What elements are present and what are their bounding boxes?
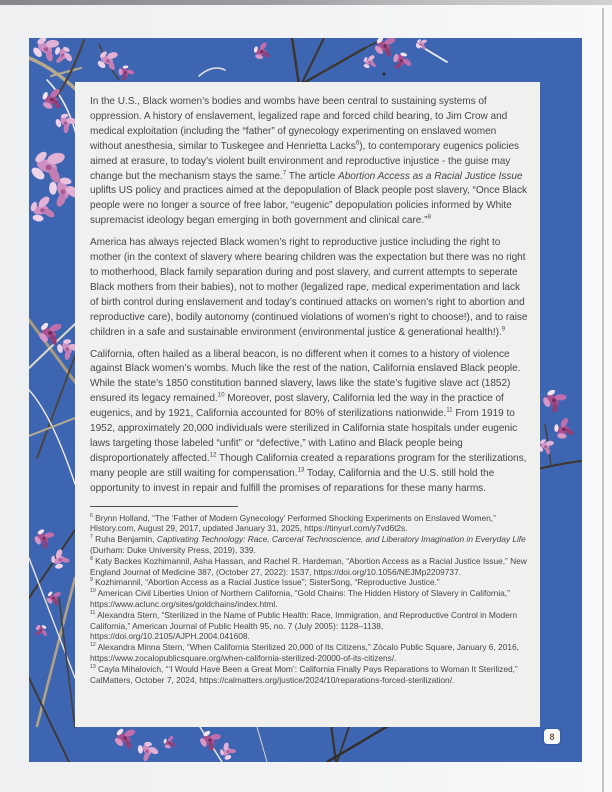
paragraph-us-history: In the U.S., Black women’s bodies and wombs have been central to sustaining systems of oppression. A history of enslavement, legalized rape and forced child bearing, to Jim Crow and medical exploitation (including the “father” of gynecology experimenting on enslaved women without anesthesia, similar to Tuskegee and Henrietta Lacks$^6$), to contemporary eugenics policies aimed at erasure, to today’s violent built environment and reproductive injustice - the guise may change but the mechanism stays the same.$^7$ The article Abortion Access as a Racial Justice Issue uplifts US policy and practices aimed at the depopulation of Black people post slavery, “Once Black people were no longer a source of free labor, “eugenic” depopulation policies informed by White supremacist ideology began emerging in both government and clinical care.”$^8$ (90, 96, 527, 227)
branches-left-lower (29, 530, 75, 762)
paragraph-reproductive-justice: America has always rejected Black women’s right to reproductive justice including the right to mother (in the context of slavery where bearing children was the expectation but there was no right to motherhood, Black family separation during and post slavery, and current attempts to seperate Black mothers from their babies), not to mother (legalized rape, medical experimentation and lack of birth control during enslavement and today’s continued attacks on women’s right to abortion and reproductive care), bodily autonomy (continued violations of women’s right to choose!), and to raise children in a safe and sustainable environment (environmental justice & generational health!).$^9$ (90, 237, 528, 338)
paragraph-california-eugenics: California, often hailed as a liberal beacon, is no different when it comes to a history of violence against Black women’s wombs. Much like the rest of the nation, California enslaved Black people. While the state’s 1850 constitution banned slavery, laws like the state’s fugitive slave act (1852) ensured its legacy remained.$^{10}$ Moreover, post slavery, California led the way in the practice of eugenics, and by 1921, California accounted for 80% of sterilizations nationwide.$^{11}$ From 1919 to 1952, approximately 20,000 individuals were sterilized in California state hospitals under eugenic laws targeting those labeled “unfit” or “defective,” with Latino and Black people being disproportionately affected.$^{12}$ Though California created a reparations program for the sterilizations, many people are still waiting for compensation.$^{13}$ Today, California and the U.S. still hold the opportunity to invest in repair and fulfill the promises of reparations for these many harms. (90, 348, 527, 494)
footnote-9: $^9$ Kozhimannil, “Abortion Access as a Racial Justice Issue”; SisterSong, “Reproductive Justice.” (90, 577, 440, 588)
footnote-12: $^{12}$ Alexandra Minna Stern, “When California Sterilized 20,000 of Its Citizens,” Zócalo Public Square, January 6, 2016, https://www.zocalopublicsquare.org/when-california-sterilized-20000-of-its-citizens/. (90, 642, 519, 663)
footnote-6: $^6$ Brynn Holland, “The ‘Father of Modern Gynecology’ Performed Shocking Experiments on Enslaved Women,” History.com, August 29, 2017, updated January 31, 2025, https://tinyurl.com/y7vd6t2s. (90, 512, 496, 534)
footnotes-section (90, 513, 528, 686)
footnote-separator (90, 506, 238, 507)
blossoms-bottom-strip (113, 728, 238, 762)
blossoms-top-center (250, 38, 428, 74)
footnote-13: $^{13}$ Cayla Mihalovich, “‘I Would Have Been a Great Mom’: California Finally Pays Reparations to Woman It Sterilized,” CalMatters, October 7, 2024, https://calmatters.org/justice/2024/10/reparations-forced-sterilization/. (90, 663, 518, 685)
page-number: 8 (549, 731, 555, 742)
scan-artifact-right-edge (602, 8, 604, 792)
page-number-badge (544, 729, 560, 744)
content-panel (75, 82, 540, 727)
footnote-10: $^{10}$ American Civil Liberties Union of Northern California, “Gold Chains: The Hidden History of Slavery in California,” https://www.aclunc.org/sites/goldchains/index.html. (90, 588, 510, 609)
footnote-7: $^7$ Ruha Benjamin, Captivating Technology: Race, Carceral Technoscience, and Liberatory Imagination in Everyday Life (Durham: Duke University Press, 2019), 339. (90, 534, 526, 555)
footnote-8: $^8$ Katy Backes Kozhimannil, Asha Hassan, and Rachel R. Hardeman, “Abortion Access as a Racial Justice Issue,” New England Journal of Medicine 387, (October 27, 2022): 1537, https://doi.org/10.1056/NEJMp2209737. (90, 555, 527, 577)
scan-artifact-top-edge (0, 0, 612, 5)
blossoms-right-edge (535, 386, 579, 456)
footnote-11: $^{11}$ Alexandra Stern, “Sterilized in the Name of Public Health: Race, Immigration, and Reproductive Control in Modern California,” American Journal of Public Health 95, no. 7 (July 2005): 1128–1138, https://doi.org/10.2105/AJPH.2004.041608. (90, 609, 518, 642)
